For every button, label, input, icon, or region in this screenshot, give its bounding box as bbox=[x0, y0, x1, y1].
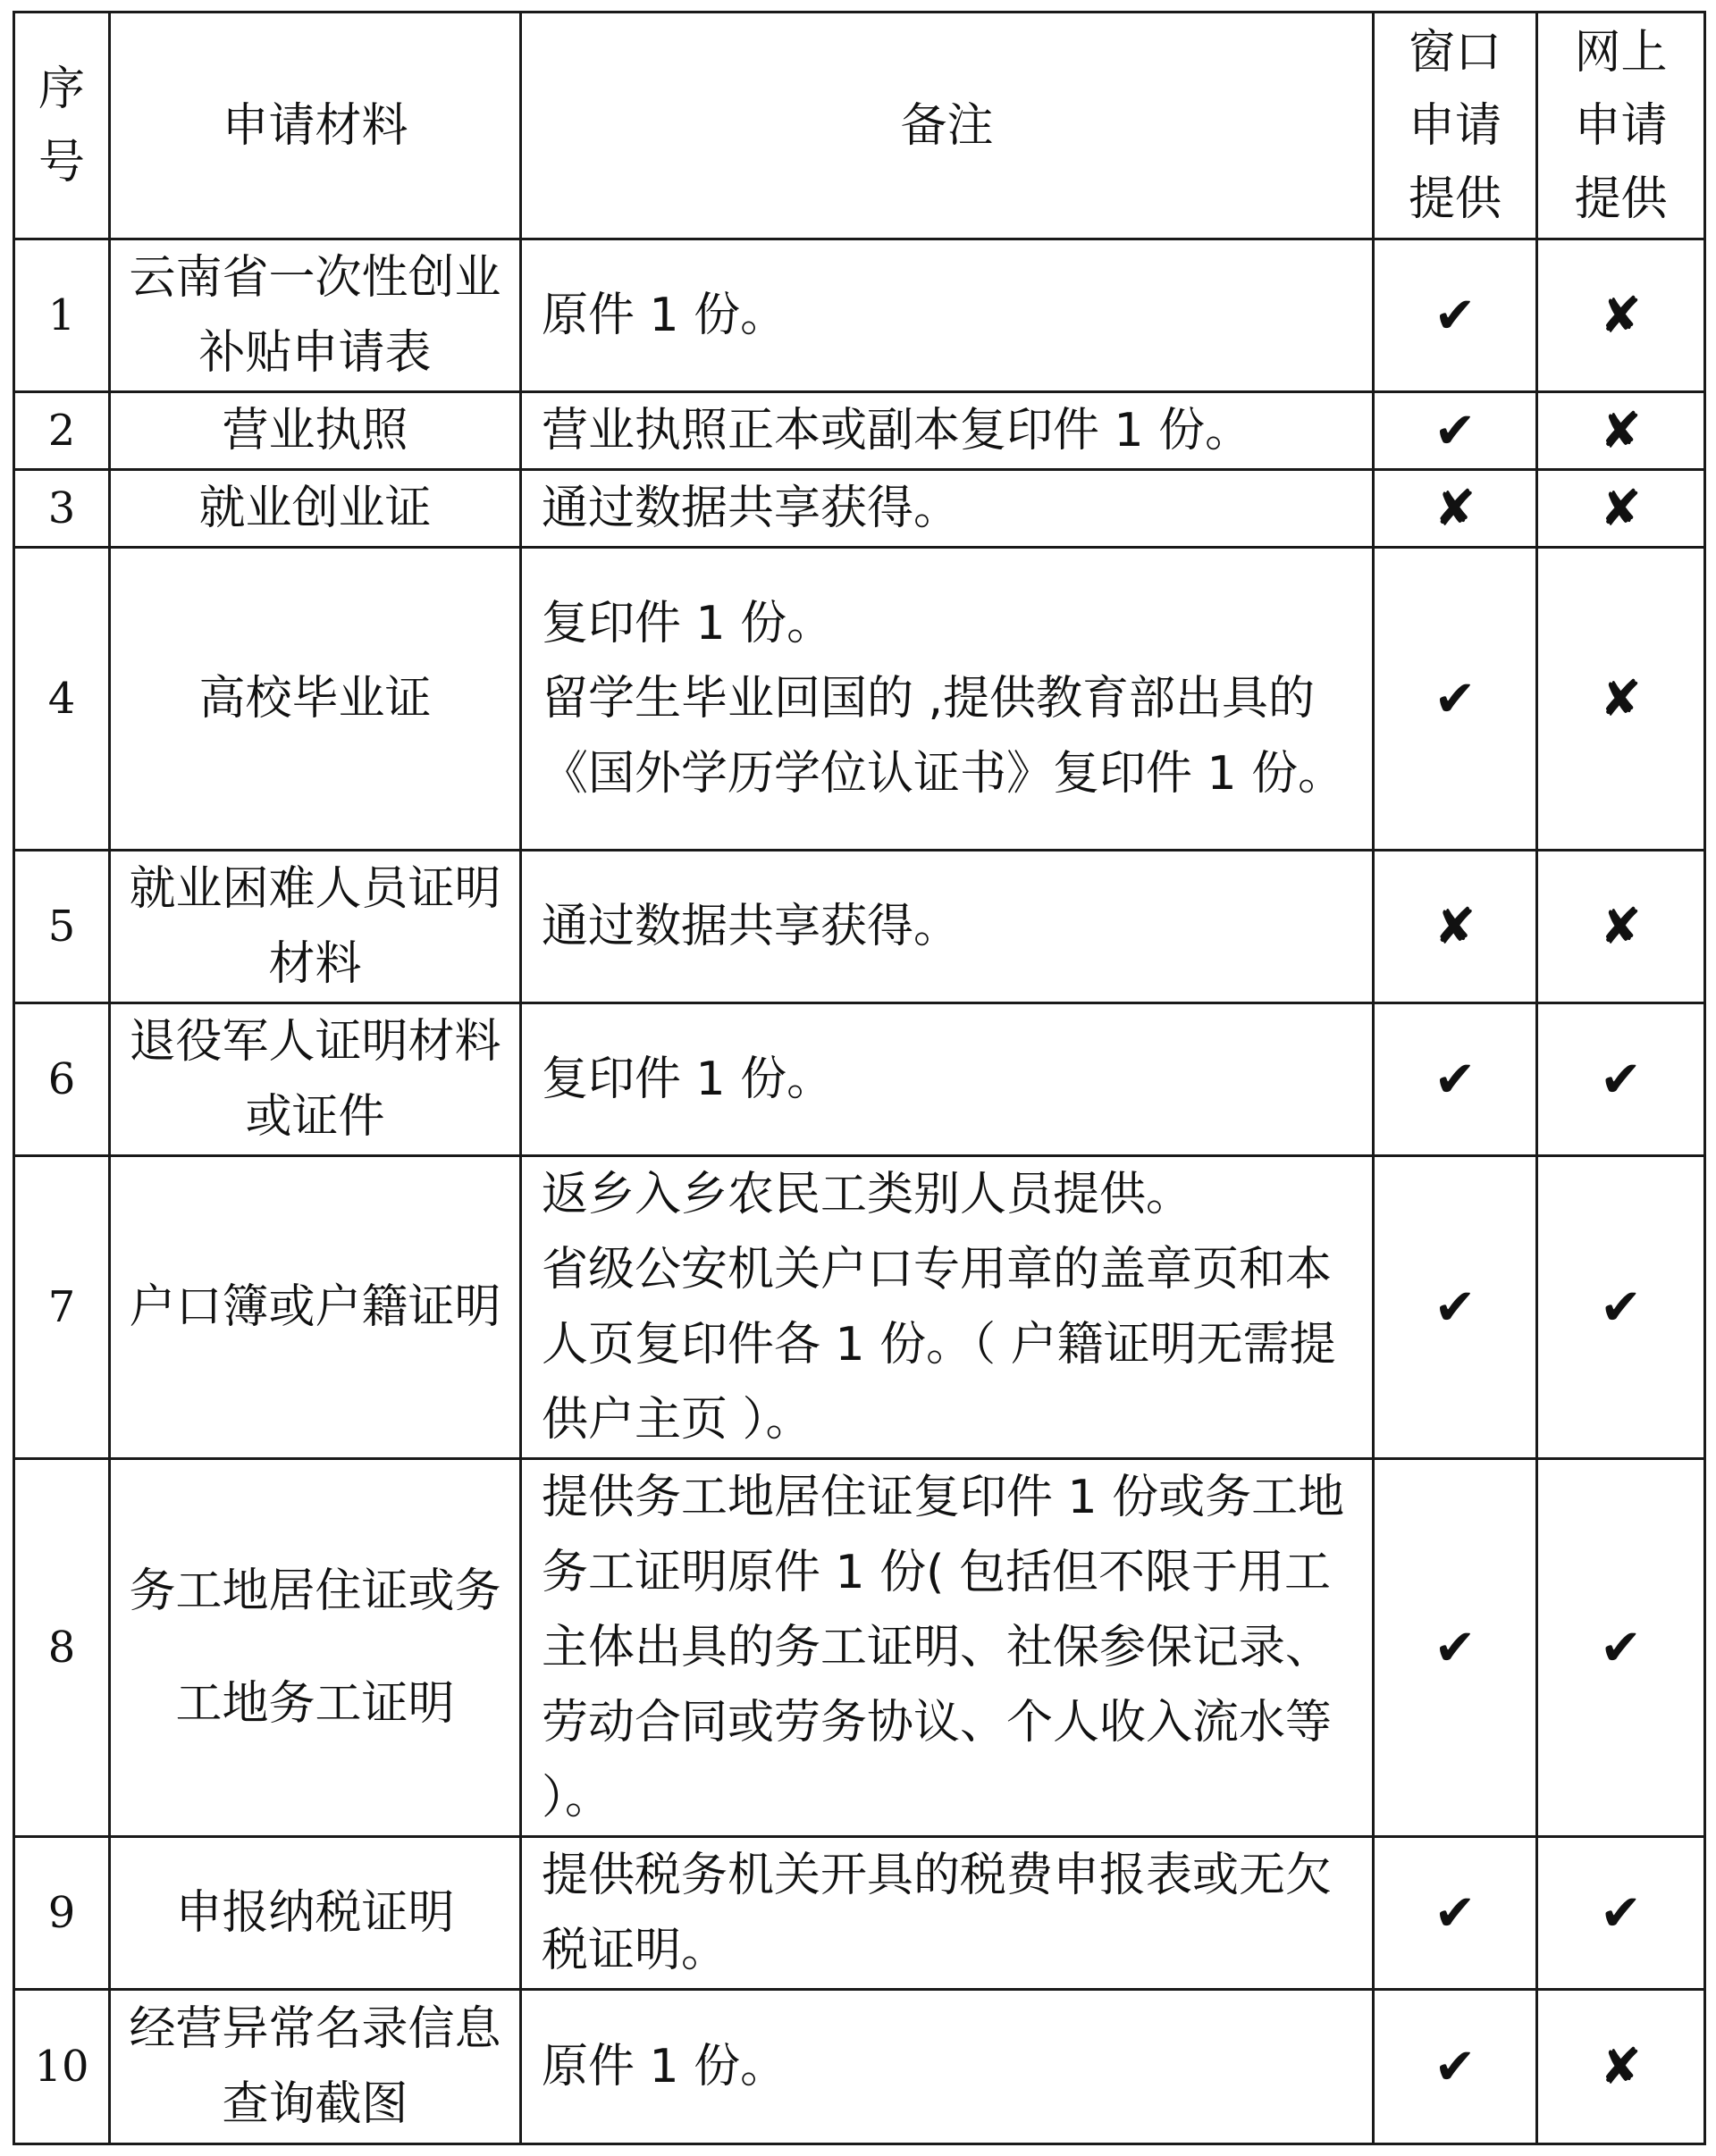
row-window-mark bbox=[1374, 1003, 1537, 1156]
check-icon: ✔ bbox=[1434, 1278, 1476, 1337]
check-icon: ✔ bbox=[1434, 1618, 1476, 1677]
row-window-mark bbox=[1374, 239, 1537, 392]
note-line: 提供税务机关开具的税费申报表或无欠税证明。 bbox=[542, 1849, 1333, 1977]
header-seq bbox=[14, 13, 110, 239]
table-row bbox=[14, 392, 1705, 470]
table-row bbox=[14, 239, 1705, 392]
cross-icon: ✘ bbox=[1600, 897, 1642, 956]
row-window-mark bbox=[1374, 1837, 1537, 1990]
row-seq: 1 bbox=[14, 239, 110, 392]
header-window-line: 提供 bbox=[1408, 172, 1502, 226]
row-note bbox=[521, 851, 1374, 1003]
row-note bbox=[521, 1990, 1374, 2144]
row-note bbox=[521, 1459, 1374, 1837]
note-line: 复印件 1 份。 bbox=[542, 597, 834, 650]
table-row bbox=[14, 1837, 1705, 1990]
table-row bbox=[14, 1459, 1705, 1837]
row-seq: 9 bbox=[14, 1837, 110, 1990]
row-seq: 5 bbox=[14, 851, 110, 1003]
row-online-mark bbox=[1537, 470, 1705, 548]
check-icon: ✔ bbox=[1600, 1618, 1642, 1677]
check-icon: ✔ bbox=[1434, 1050, 1476, 1109]
row-note bbox=[521, 470, 1374, 548]
row-material: 务工地居住证或务工地务工证明 bbox=[110, 1459, 521, 1837]
check-icon: ✔ bbox=[1600, 1050, 1642, 1109]
note-line: 营业执照正本或副本复印件 1 份。 bbox=[542, 404, 1252, 457]
row-window-mark bbox=[1374, 392, 1537, 470]
note-line: 原件 1 份。 bbox=[542, 289, 787, 342]
row-material: 退役军人证明材料或证件 bbox=[110, 1003, 521, 1156]
cross-icon: ✘ bbox=[1600, 669, 1642, 728]
row-note bbox=[521, 1003, 1374, 1156]
row-note bbox=[521, 239, 1374, 392]
row-online-mark bbox=[1537, 1837, 1705, 1990]
row-material: 经营异常名录信息查询截图 bbox=[110, 1990, 521, 2144]
note-line: 通过数据共享获得。 bbox=[542, 900, 961, 953]
row-note bbox=[521, 548, 1374, 851]
note-line: 省级公安机关户口专用章的盖章页和本人页复印件各 1 份。（ 户籍证明无需提供户主页 ）。 bbox=[542, 1243, 1336, 1447]
row-material: 云南省一次性创业补贴申请表 bbox=[110, 239, 521, 392]
header-seq-char-2: 号 bbox=[38, 135, 85, 189]
note-line: 复印件 1 份。 bbox=[542, 1053, 834, 1106]
row-online-mark bbox=[1537, 1156, 1705, 1459]
row-online-mark bbox=[1537, 1003, 1705, 1156]
row-online-mark bbox=[1537, 1459, 1705, 1837]
check-icon: ✔ bbox=[1434, 401, 1476, 460]
row-window-mark bbox=[1374, 1459, 1537, 1837]
cross-icon: ✘ bbox=[1600, 401, 1642, 460]
row-material: 就业创业证 bbox=[110, 470, 521, 548]
row-window-mark bbox=[1374, 1990, 1537, 2144]
check-icon: ✔ bbox=[1434, 1883, 1476, 1942]
check-icon: ✔ bbox=[1434, 669, 1476, 728]
note-line: 通过数据共享获得。 bbox=[542, 482, 961, 535]
note-line: 返乡入乡农民工类别人员提供。 bbox=[542, 1168, 1193, 1221]
row-seq: 6 bbox=[14, 1003, 110, 1156]
row-material: 高校毕业证 bbox=[110, 548, 521, 851]
note-line: 留学生毕业回国的 ,提供教育部出具的《国外学历学位认证书》复印件 1 份。 bbox=[542, 672, 1345, 801]
note-line: 提供务工地居住证复印件 1 份或务工地务工证明原件 1 份( 包括但不限于用工主体出具的务工证明、社保参保记录、劳动合同或劳务协议、个人收入流水等 ）。 bbox=[542, 1471, 1345, 1825]
row-note bbox=[521, 392, 1374, 470]
row-window-mark bbox=[1374, 851, 1537, 1003]
header-window-line: 窗口 bbox=[1408, 25, 1502, 80]
row-online-mark bbox=[1537, 548, 1705, 851]
header-row bbox=[14, 13, 1705, 239]
header-window bbox=[1374, 13, 1537, 239]
cross-icon: ✘ bbox=[1600, 286, 1642, 345]
cross-icon: ✘ bbox=[1434, 897, 1476, 956]
table-row bbox=[14, 470, 1705, 548]
row-note bbox=[521, 1156, 1374, 1459]
row-seq: 7 bbox=[14, 1156, 110, 1459]
row-note bbox=[521, 1837, 1374, 1990]
row-window-mark bbox=[1374, 548, 1537, 851]
table-row bbox=[14, 1003, 1705, 1156]
row-material: 申报纳税证明 bbox=[110, 1837, 521, 1990]
cross-icon: ✘ bbox=[1600, 2037, 1642, 2096]
row-online-mark bbox=[1537, 239, 1705, 392]
row-online-mark bbox=[1537, 392, 1705, 470]
check-icon: ✔ bbox=[1434, 2037, 1476, 2096]
table-row bbox=[14, 1990, 1705, 2144]
header-material: 申请材料 bbox=[110, 13, 521, 239]
row-window-mark bbox=[1374, 470, 1537, 548]
row-material: 营业执照 bbox=[110, 392, 521, 470]
header-seq-text bbox=[15, 53, 108, 199]
table-row bbox=[14, 1156, 1705, 1459]
header-seq-char-1: 序 bbox=[38, 62, 85, 116]
row-online-mark bbox=[1537, 1990, 1705, 2144]
row-seq: 4 bbox=[14, 548, 110, 851]
header-online bbox=[1537, 13, 1705, 239]
row-window-mark bbox=[1374, 1156, 1537, 1459]
row-seq: 8 bbox=[14, 1459, 110, 1837]
header-window-line: 申请 bbox=[1408, 98, 1502, 153]
header-online-line: 网上 bbox=[1574, 25, 1668, 80]
check-icon: ✔ bbox=[1600, 1278, 1642, 1337]
materials-table bbox=[13, 11, 1706, 2145]
table-row bbox=[14, 548, 1705, 851]
row-seq: 2 bbox=[14, 392, 110, 470]
header-note: 备注 bbox=[521, 13, 1374, 239]
cross-icon: ✘ bbox=[1434, 479, 1476, 538]
check-icon: ✔ bbox=[1434, 286, 1476, 345]
row-material: 户口簿或户籍证明 bbox=[110, 1156, 521, 1459]
table-row bbox=[14, 851, 1705, 1003]
row-online-mark bbox=[1537, 851, 1705, 1003]
header-online-line: 申请 bbox=[1574, 98, 1668, 153]
row-seq: 10 bbox=[14, 1990, 110, 2144]
cross-icon: ✘ bbox=[1600, 479, 1642, 538]
header-online-line: 提供 bbox=[1574, 172, 1668, 226]
row-material: 就业困难人员证明材料 bbox=[110, 851, 521, 1003]
row-seq: 3 bbox=[14, 470, 110, 548]
check-icon: ✔ bbox=[1600, 1883, 1642, 1942]
note-line: 原件 1 份。 bbox=[542, 2040, 787, 2093]
